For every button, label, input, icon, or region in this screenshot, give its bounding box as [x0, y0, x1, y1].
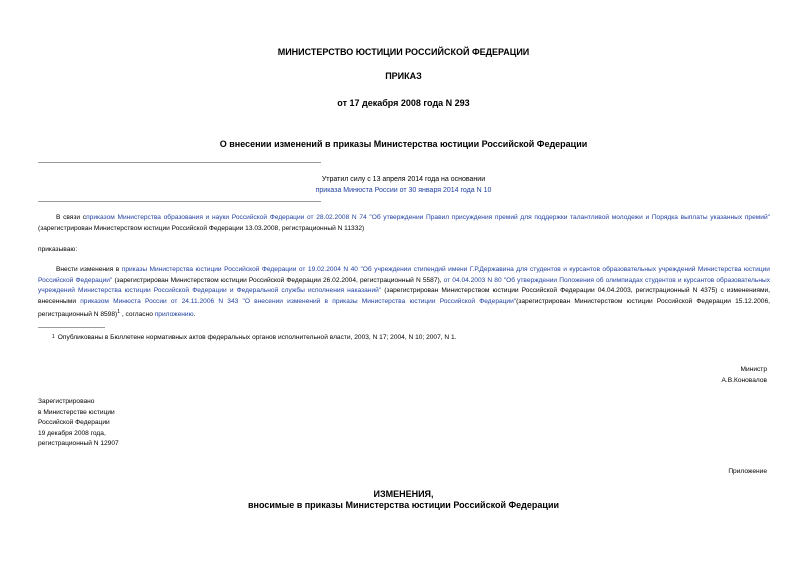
- footnote: 1 Опубликованы в Бюллетене нормативных актов федеральных органов исполнительной власти, 2003, N 17; 2004, N 10; 2007, N 1.: [52, 334, 457, 341]
- lost-force-note: Утратил силу с 13 апреля 2014 года на основании: [321, 176, 486, 183]
- preamble-paragraph: В связи сприказом Министерства образования и науки Российской Федерации от 28.02.2008 N 74 "Об утверждении Правил присуждения премий для поддержки талантливой молодежи и Порядка выплаты указанных премий" (зарегистрирован Министерством юстиции Российской Федерации 13.03.2008, регистрационный N 11332): [38, 214, 770, 232]
- document-title: О внесении изменений в приказы Министерства юстиции Российской Федерации: [219, 139, 588, 149]
- signatory-name: А.В.Коновалов: [721, 377, 767, 384]
- signatory-position: Министр: [740, 366, 767, 373]
- appendix-link[interactable]: приложению: [154, 311, 194, 319]
- registration-block: [38, 397, 119, 450]
- appendix-label: Приложение: [728, 468, 767, 475]
- registration-line: 19 декабря 2008 года,: [38, 429, 106, 437]
- registration-line: Российской Федерации: [38, 419, 110, 426]
- registration-line: Зарегистрировано: [38, 398, 95, 405]
- order-2006-link[interactable]: приказом Минюста России от 24.11.2006 N 343 "О внесении изменений в приказы Министерства юстиции Российской Федерации": [80, 297, 517, 305]
- appendix-subtitle: вносимые в приказы Министерства юстиции Российской Федерации: [247, 500, 560, 510]
- ministry-heading: МИНИСТЕРСТВО ЮСТИЦИИ РОССИЙСКОЙ ФЕДЕРАЦИИ: [277, 47, 530, 57]
- preamble-order-link[interactable]: приказом Министерства образования и науки Российской Федерации от 28.02.2008 N 74 "Об утверждении Правил присуждения премий для поддержки талантливой молодежи и Порядка выплаты указанных премий": [86, 214, 770, 221]
- separator-line-bottom: [38, 201, 321, 202]
- order-word: приказываю:: [38, 246, 78, 253]
- footnote-separator: [38, 327, 105, 328]
- registration-line: в Министерстве юстиции: [38, 408, 115, 416]
- date-number-heading: от 17 декабря 2008 года N 293: [337, 98, 470, 108]
- footnote-marker: 1: [117, 309, 120, 315]
- appendix-title: ИЗМЕНЕНИЯ,: [373, 489, 434, 499]
- separator-line-top: [38, 162, 321, 163]
- order-2003-link[interactable]: от 04.04.2003 N 80 "Об утверждении Положения об олимпиадах студентов и курсантов образовательных учреждений Министерства юстиции Российской Федерации и Федеральной службы исполнения наказаний": [38, 276, 771, 294]
- order-2004-link[interactable]: приказы Министерства юстиции Российской Федерации от 19.02.2004 N 40 "Об учреждении стипендий имени Г.Р.Державина для студентов и курсантов образовательных учреждений Министерства юстиции Российской Федерации": [38, 266, 770, 284]
- operative-paragraph: Внести изменения в приказы Министерства юстиции Российской Федерации от 19.02.2004 N 40 "Об учреждении стипендий имени Г.Р.Державина для студентов и курсантов образовательных учреждений Министерства юстиции Российской Федерации" (зарегистрирован Министерством юстиции Российской Федерации 26.02.2004, регистрационный N 5587), от 04.04.2003 N 80 "Об утверждении Положения об олимпиадах студентов и курсантов образовательных учреждений Министерства юстиции Российской Федерации и Федеральной службы исполнения наказаний" (зарегистрирован Министерством юстиции Российской Федерации 04.04.2003, регистрационный N 4375) с изменениями, внесенными приказом Минюста России от 24.11.2006 N 343 "О внесении изменений в приказы Министерства юстиции Российской Федерации"(зарегистрирован Министерством юстиции Российской Федерации 15.12.2006, регистрационный N 8598)$^1$ , согласно приложению.: [38, 266, 771, 319]
- lost-force-basis-link[interactable]: приказа Минюста России от 30 января 2014 года N 10: [315, 187, 492, 194]
- registration-line: регистрационный N 12907: [38, 440, 119, 447]
- doc-type-heading: ПРИКАЗ: [385, 71, 422, 81]
